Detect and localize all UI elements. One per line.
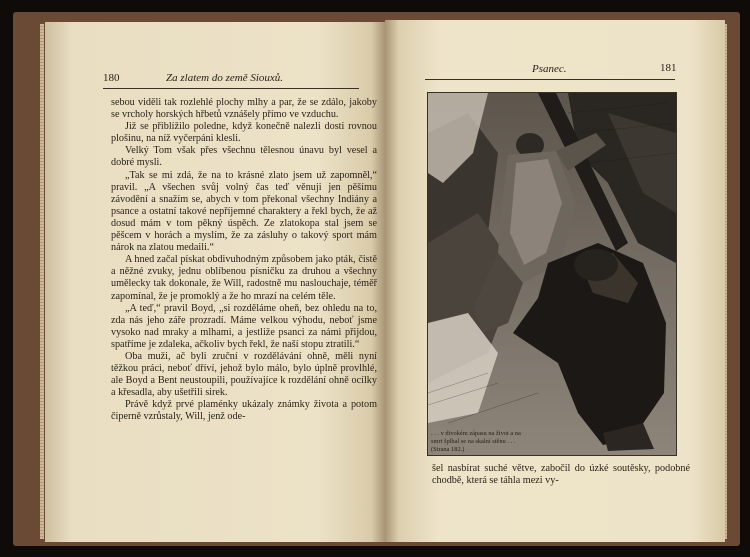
right-header-rule [425, 79, 675, 80]
page-edge-left [40, 24, 44, 539]
paragraph: Oba muži, ač byli zruční v rozdělávání ohně, měli nyní těžkou práci, neboť dříví, jehož bylo málo, bylo úplně provlhlé, ale Boyd a Bent neustoupili, používajíce k rozdělání ohně ocílky a křesadla, aby ušetřili sirek. [111, 350, 377, 399]
right-page-number: 181 [660, 62, 677, 74]
paragraph: A hned začal pískat obdivuhodným způsobem jako pták, čistě a něžné zvuky, jednu oblíbenou písničku za druhou a všechny umělecky tak dokonale, že Will, radostně mu naslouchaje, téměř zapomínal, že je promoklý a že ho mrazí na celém těle. [111, 254, 377, 302]
paragraph: šel nasbírat suché větve, zabočil do úzké soutěsky, podobné chodbě, která se táhla mezi vy- [432, 463, 690, 487]
left-running-title: Za zlatem do země Siouxů. [166, 72, 284, 84]
paragraph: Již se přiblížilo poledne, když konečně nalezli dosti rovnou plošinu, na níž vyčerpáni klesli. [111, 121, 377, 145]
paragraph: Velký Tom však přes všechnu tělesnou únavu byl vesel a dobré mysli. [111, 145, 377, 169]
paragraph: sebou viděli tak rozlehlé plochy mlhy a par, že se zdálo, jakoby se vrcholy horských hřbetů vznášely přímo ve vzduchu. [111, 97, 377, 121]
paragraph: „A teď,“ pravil Boyd, „si rozděláme oheň, bez ohledu na to, zda nás jeho záře prozradí. Máme velkou výhodu, neboť jsme vysoko nad mraky a mlhami, a jestliže psanci za námi přijdou, spatříme je zdaleka, ačkoliv bych řekl, že naší stopu ztratili.“ [111, 302, 377, 350]
caption-line: (Strana 182.) [431, 446, 465, 454]
caption-line: smrt šplhal se na skalní stěnu . . . [431, 438, 516, 446]
right-running-title: Psanec. [532, 63, 567, 75]
right-page-body [432, 463, 690, 488]
illustration-bear-fight [428, 93, 676, 455]
paragraph: Právě když prvé plaménky ukázaly známky života a potom čiperně vzrůstaly, Will, jenž ode- [111, 399, 377, 423]
illustration-caption [431, 430, 591, 455]
paragraph: „Tak se mi zdá, že na to krásné zlato jsem už zapomněl,“ pravil. „A všechen svůj volný čas teď věnuji jen pěšímu závodění a snažím se, abych v tom překonal všechny Indiány a psance a ostatní takové nepříjemné charaktery a řekl bych, že až dosud mám v tom pěkný úspěch. Ze zlatokopa stal jsem se pěšcem v horách a myslím, že za zásluhy o takový sport mám nárok na zlatou medaili.“ [111, 169, 377, 254]
left-page-body [111, 97, 377, 424]
illustration-plate [427, 92, 677, 456]
left-header-rule [103, 88, 359, 89]
caption-line: . . . v divokém zápasu na život a na [431, 430, 521, 437]
left-page-number: 180 [103, 72, 120, 84]
